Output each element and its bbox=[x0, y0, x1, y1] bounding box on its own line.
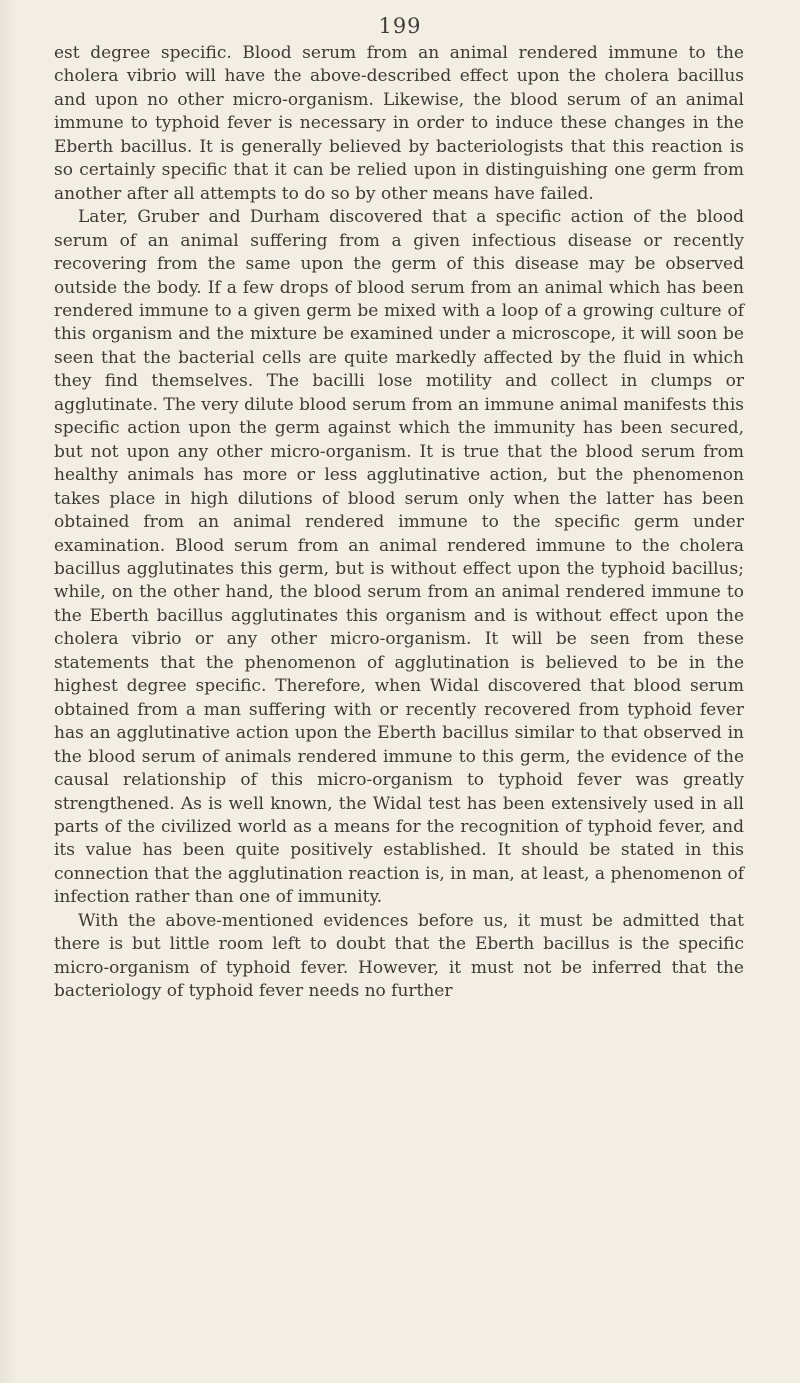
page-number: 199 bbox=[378, 14, 422, 38]
paragraph: est degree specific. Blood serum from an animal rendered immune to the cholera vibrio will have the above-described effect upon the cholera bacillus and upon no other micro-organism. Likewise, the blood serum of an animal immune to typhoid fever is necessary in order to induce these changes in the Eberth bacillus. It is generally believed by bacteriologists that this reaction is so certainly specific that it can be relied upon in distinguishing one germ from another after all attempts to do so by other means have failed. bbox=[54, 43, 744, 204]
body-text bbox=[54, 42, 744, 1004]
paragraph: With the above-mentioned evidences before us, it must be admitted that there is but little room left to doubt that the Eberth bacillus is the specific micro-organism of typhoid fever. However, it must not be inferred that the bacteriology of typhoid fever needs no further bbox=[54, 910, 744, 1002]
paragraph: Later, Gruber and Durham discovered that a specific action of the blood serum of an animal suffering from a given infectious disease or recently recovering from the same upon the germ of this disease may be observed outside the body. If a few drops of blood serum from an animal which has been rendered immune to a given germ be mixed with a loop of a growing culture of this organism and the mixture be examined under a microscope, it will soon be seen that the bacterial cells are quite markedly affected by the fluid in which they find themselves. The bacilli lose motility and collect in clumps or agglutinate. The very dilute blood serum from an immune animal manifests this specific action upon the germ against which the immunity has been secured, but not upon any other micro-organism. It is true that the blood serum from healthy animals has more or less agglutinative action, but the phenomenon takes place in high dilutions of blood serum only when the latter has been obtained from an animal rendered immune to the specific germ under examination. Blood serum from an animal rendered immune to the cholera bacillus agglutinates this germ, but is without effect upon the typhoid bacillus; while, on the other hand, the blood serum from an animal rendered immune to the Eberth bacillus agglutinates this organism and is without effect upon the cholera vibrio or any other micro-organism. It will be seen from these statements that the phenomenon of agglutination is believed to be in the highest degree specific. Therefore, when Widal discovered that blood serum obtained from a man suffering with or recently recovered from typhoid fever has an agglutinative action upon the Eberth bacillus similar to that observed in the blood serum of animals rendered immune to this germ, the evidence of the causal relationship of this micro-organism to typhoid fever was greatly strengthened. As is well known, the Widal test has been extensively used in all parts of the civilized world as a means for the recognition of typhoid fever, and its value has been quite positively established. It should be stated in this connection that the agglutination reaction is, in man, at least, a phenomenon of infection rather than one of immunity. bbox=[54, 207, 744, 908]
